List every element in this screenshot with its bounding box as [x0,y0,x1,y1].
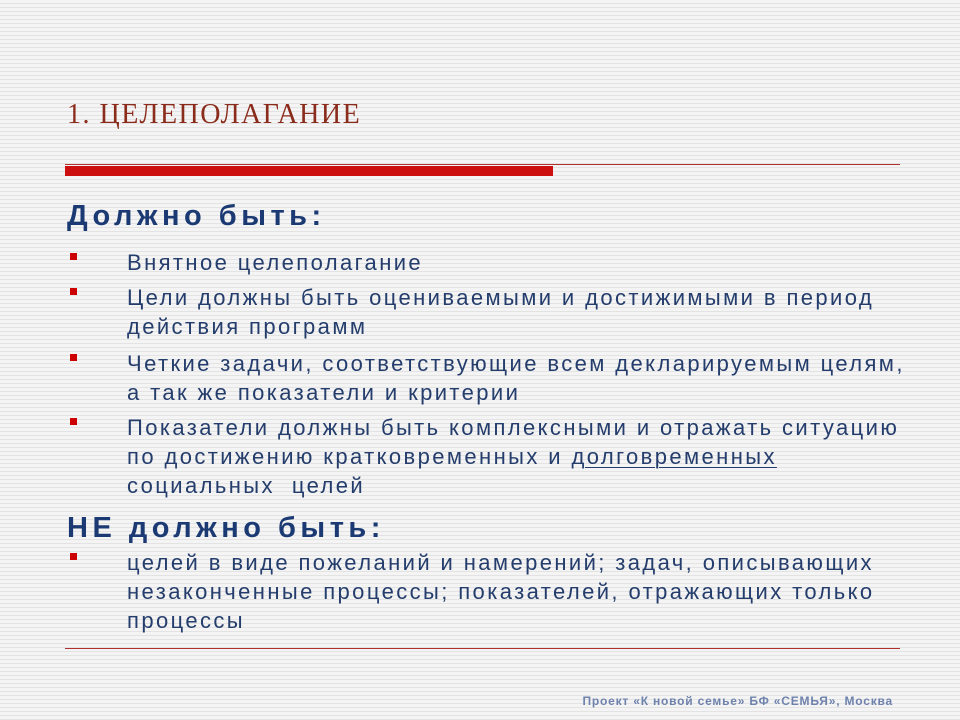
bullet-text [127,283,874,341]
bullet-text [127,349,905,407]
bullet-text-line: действия программ [127,314,368,339]
title-accent-bar [65,166,553,176]
bullet-text-segment: по достижению кратковременных и [127,444,572,469]
bullet-text-line: Цели должны быть оцениваемыми и достижимыми в период [127,285,875,310]
bullet-text-line: Показатели должны быть комплексными и отражать ситуацию [127,415,900,440]
slide-title: 1. ЦЕЛЕПОЛАГАНИЕ [67,99,362,130]
bullet-square-icon [70,354,77,361]
heading-should-not-be: НЕ должно быть: [67,512,385,544]
title-divider-line [65,164,900,165]
bullet-text-line: незаконченные процессы; показателей, отражающих только [127,579,875,604]
bullet-text [127,413,899,500]
footer-divider-line [65,648,900,649]
bullet-text-line: социальных целей [127,473,366,498]
bullet-text-line: а так же показатели и критерии [127,380,521,405]
bullet-square-icon [70,553,77,560]
bullet-text-line: Внятное целеполагание [127,250,424,275]
bullet-text-line: процессы [127,608,245,633]
underlined-word: долговременных [571,444,777,469]
bullet-text [127,248,423,277]
bullet-text-line: целей в виде пожеланий и намерений; задач, описывающих [127,550,874,575]
bullet-text-line: Четкие задачи, соответствующие всем декларируемым целям, [127,351,905,376]
bullet-text-line [127,442,899,471]
bullet-square-icon [70,288,77,295]
heading-should-be: Должно быть: [67,200,326,232]
bullet-text [127,548,875,635]
bullet-square-icon [70,418,77,425]
bullet-square-icon [70,253,77,260]
footer-text: Проект «К новой семье» БФ «СЕМЬЯ», Москва [582,694,893,708]
